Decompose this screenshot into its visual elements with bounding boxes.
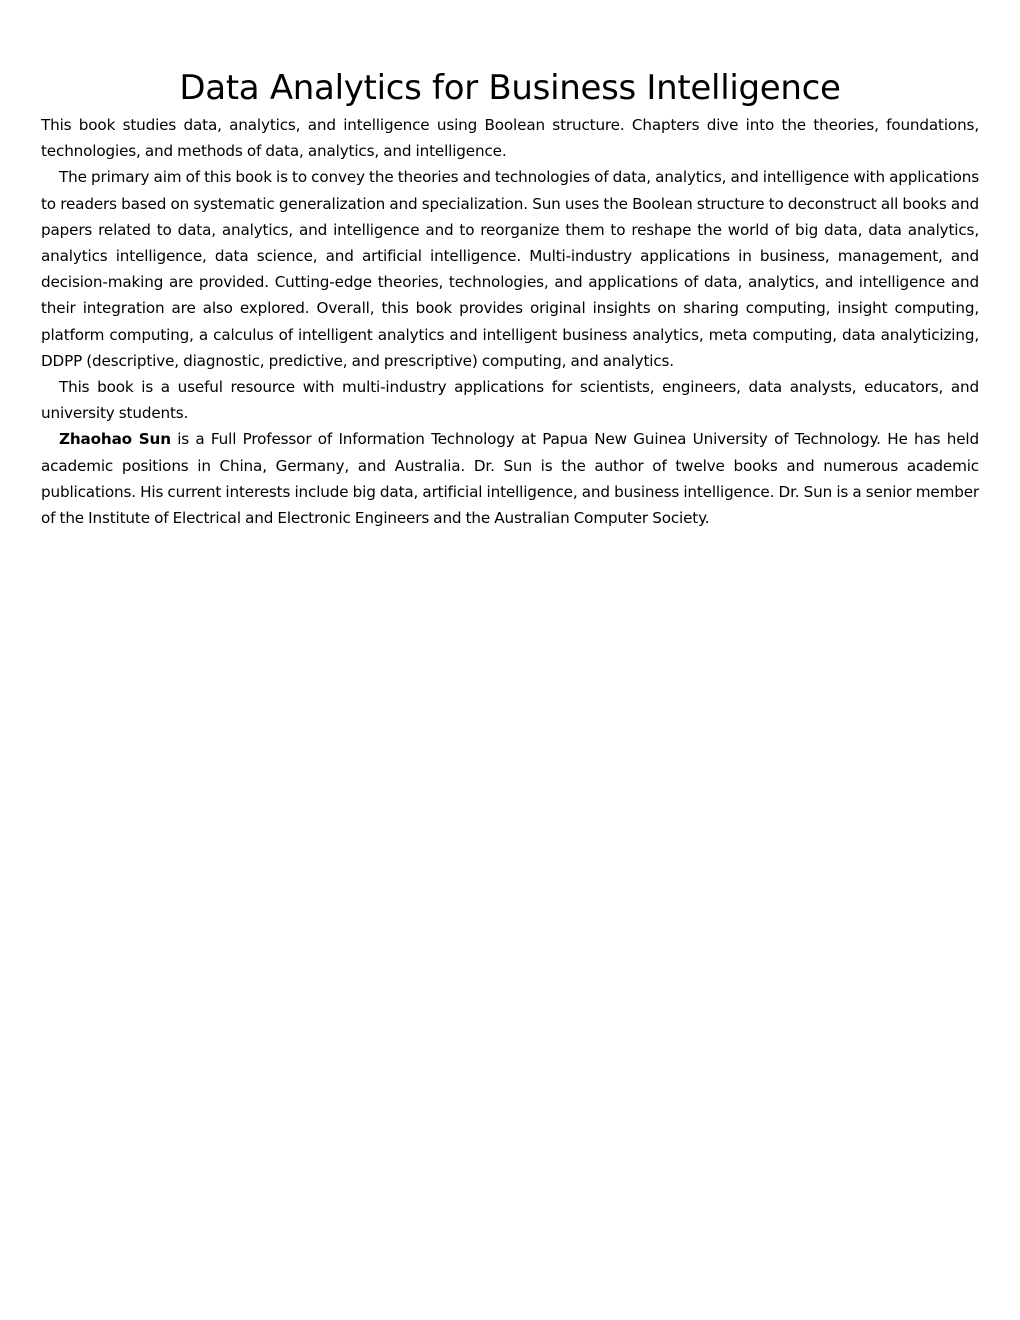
book-description-page: [41, 64, 979, 531]
author-bio-paragraph: [41, 426, 979, 531]
author-name: Zhaohao Sun: [59, 430, 171, 449]
aim-paragraph: The primary aim of this book is to convey the theories and technologies of data, analytics, and intelligence with applications to readers based on systematic generalization and specialization. Sun uses the Boolean structure to deconstruct all books and papers related to data, analytics, and intelligence and to reorganize them to reshape the world of big data, data analytics, analytics intelligence, data science, and artificial intelligence. Multi-industry applications in business, management, and decision-making are provided. Cutting-edge theories, technologies, and applications of data, analytics, and intelligence and their integration are also explored. Overall, this book provides original insights on sharing computing, insight computing, platform computing, a calculus of intelligent analytics and intelligent business analytics, meta computing, data analyticizing, DDPP (descriptive, diagnostic, predictive, and prescriptive) computing, and analytics.: [41, 168, 979, 370]
intro-paragraph: This book studies data, analytics, and intelligence using Boolean structure. Chapters dive into the theories, foundations, technologies, and methods of data, analytics, and intelligence.: [41, 116, 979, 161]
author-bio-text: is a Full Professor of Information Technology at Papua New Guinea University of Technology. He has held academic positions in China, Germany, and Australia. Dr. Sun is the author of twelve books and numerous academic publications. His current interests include big data, artificial intelligence, and business intelligence. Dr. Sun is a senior member of the Institute of Electrical and Electronic Engineers and the Australian Computer Society.: [41, 430, 979, 528]
audience-paragraph: This book is a useful resource with multi-industry applications for scientists, engineers, data analysts, educators, and university students.: [41, 378, 979, 423]
page-title: Data Analytics for Business Intelligence: [179, 68, 841, 108]
